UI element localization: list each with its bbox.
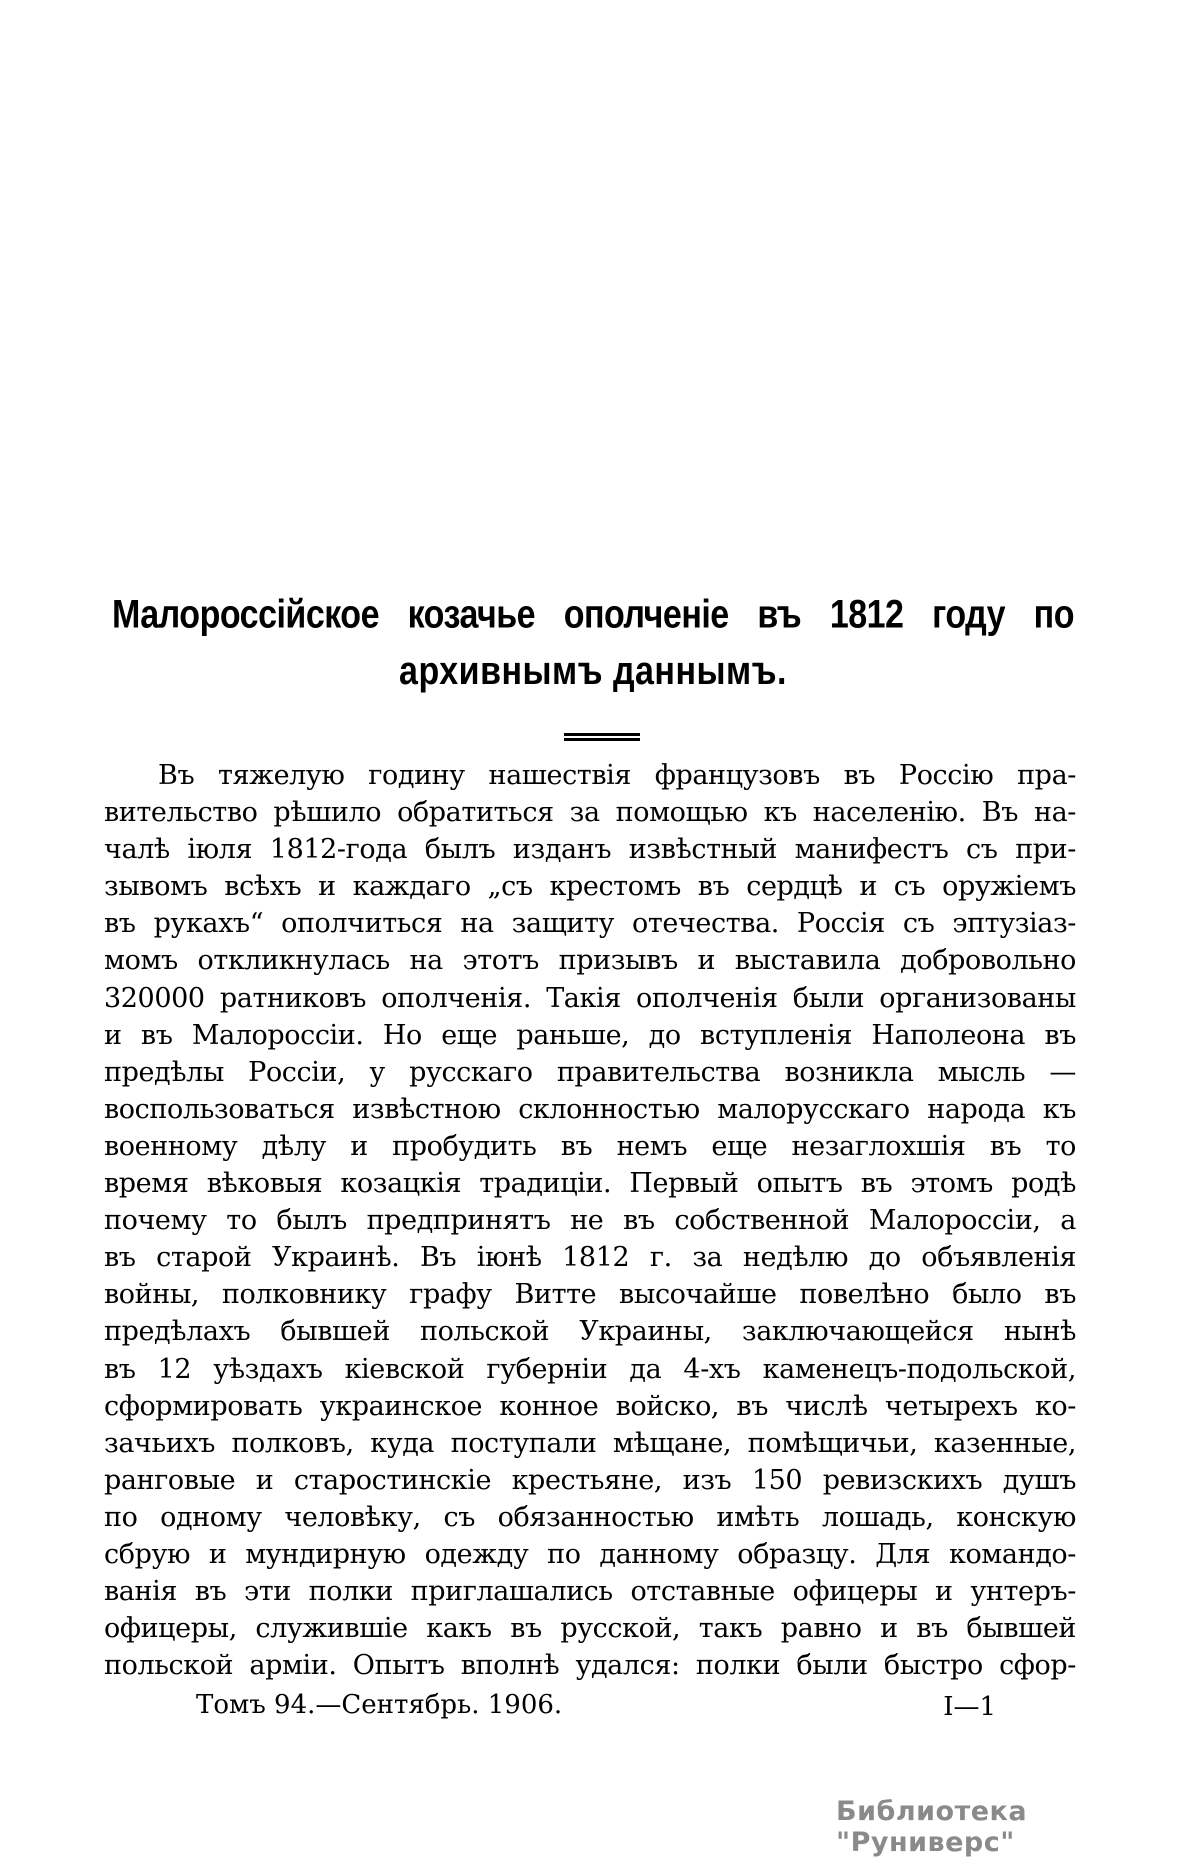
body-line: войны, полковнику графу Витте высочайше повелѣно было въ (104, 1279, 1076, 1311)
body-line: почему то былъ предпринятъ не въ собственной Малороссіи, а (104, 1205, 1076, 1237)
body-line: время вѣковыя козацкія традиціи. Первый опытъ въ этомъ родѣ (104, 1168, 1076, 1200)
body-line: зачьихъ полковъ, куда поступали мѣщане, помѣщичьи, казенные, (104, 1427, 1076, 1459)
title-divider (564, 733, 640, 743)
body-text (104, 757, 1076, 1684)
body-line: въ 12 уѣздахъ кіевской губерніи да 4-хъ каменецъ-подольской, (104, 1353, 1076, 1385)
library-watermark: Библиотека "Руниверс" (836, 1796, 1028, 1858)
body-line: по одному человѣку, съ обязанностью имѣть лошадь, конскую (104, 1501, 1076, 1533)
body-line: предѣлы Россіи, у русскаго правительства возникла мысль — (104, 1056, 1076, 1088)
body-line: воспользоваться извѣстною склонностью малорусскаго народа къ (104, 1093, 1076, 1125)
body-line: вительство рѣшило обратиться за помощью къ населенію. Въ на- (104, 797, 1076, 829)
page-footer (104, 1690, 1076, 1724)
body-line: и въ Малороссіи. Но еще раньше, до вступленія Наполеона въ (104, 1019, 1076, 1051)
article-title-line1: Малороссійское козачье ополченіе въ 1812 году по (112, 592, 1074, 637)
body-line: ранговые и старостинскіе крестьяне, изъ 150 ревизскихъ душъ (104, 1464, 1076, 1496)
body-line: офицеры, служившіе какъ въ русской, такъ равно и въ бывшей (104, 1613, 1076, 1645)
body-line: польской арміи. Опытъ вполнѣ удался: полки были быстро сфор- (104, 1650, 1076, 1682)
body-line: въ старой Украинѣ. Въ іюнѣ 1812 г. за недѣлю до объявленія (104, 1242, 1076, 1274)
body-line: предѣлахъ бывшей польской Украины, заключающейся нынѣ (104, 1316, 1076, 1348)
body-line: чалѣ іюля 1812-года былъ изданъ извѣстный манифестъ съ при- (104, 834, 1076, 866)
signature-mark: I—1 (943, 1692, 996, 1722)
body-line: Въ тяжелую годину нашествія французовъ въ Россію пра- (158, 760, 1076, 791)
body-line: въ рукахъ“ ополчиться на защиту отечества. Россія съ эптузіаз- (104, 908, 1076, 940)
article-title-line2: архивнымъ даннымъ. (399, 648, 787, 694)
volume-caption: Томъ 94.—Сентябрь. 1906. (196, 1690, 563, 1720)
body-line: сформировать украинское конное войско, въ числѣ четырехъ ко- (104, 1390, 1076, 1422)
body-line: сбрую и мундирную одежду по данному образцу. Для командо- (104, 1538, 1076, 1570)
body-line: зывомъ всѣхъ и каждаго „съ крестомъ въ сердцѣ и съ оружіемъ (104, 871, 1076, 903)
article-title (112, 592, 1074, 695)
divider-rule-bottom (564, 738, 640, 741)
body-line: военному дѣлу и пробудить въ немъ еще незаглохшія въ то (104, 1130, 1076, 1162)
body-line: ванія въ эти полки приглашались отставные офицеры и унтеръ- (104, 1576, 1076, 1608)
body-line: момъ откликнулась на этотъ призывъ и выставила добровольно (104, 945, 1076, 977)
divider-rule-top (564, 733, 640, 736)
body-line: 320000 ратниковъ ополченія. Такія ополченія были организованы (104, 982, 1076, 1014)
